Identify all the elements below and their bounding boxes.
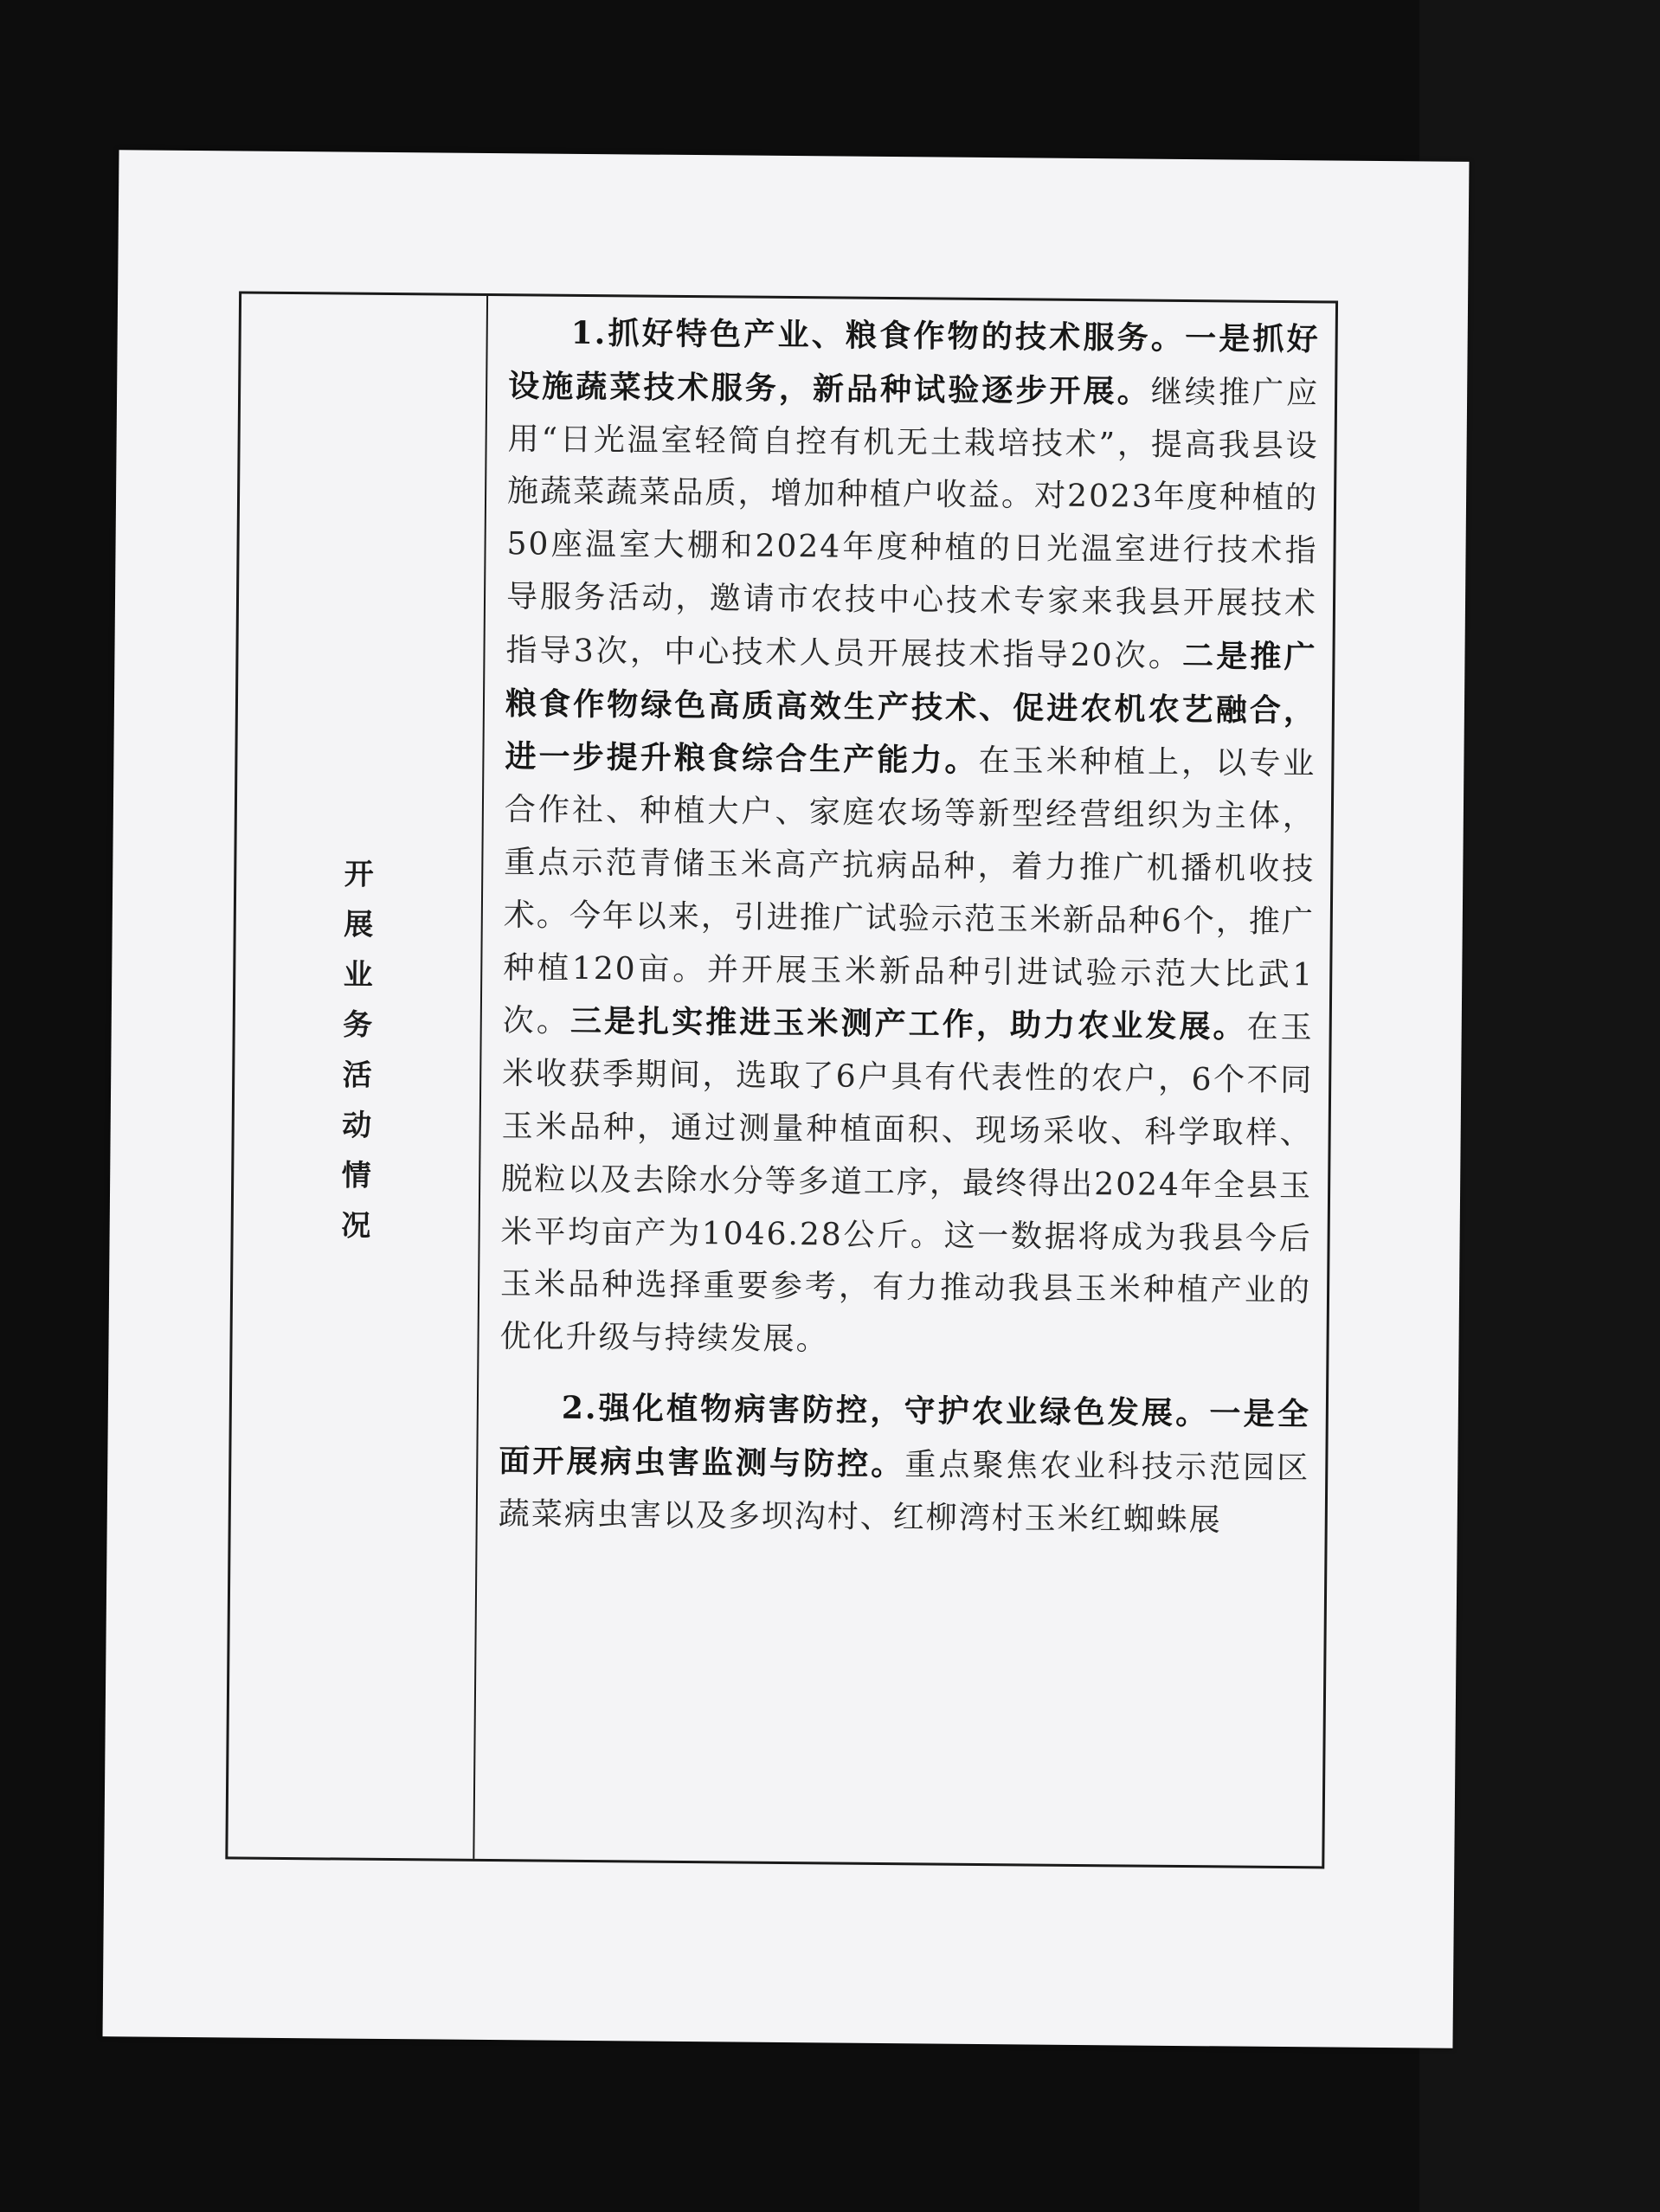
body-segment: 重点聚焦农业科技示范园区蔬菜病虫害以及多坝沟村、红柳湾村玉米红蜘蛛展 [498, 1446, 1310, 1538]
heading-segment: 二是推广粮食作物绿色高质高效生产技术、促进农机农艺融合，进一步提升粮食综合生产能力。 [505, 637, 1317, 780]
row-label-char: 情 [341, 1158, 371, 1193]
row-label-char: 展 [344, 907, 374, 942]
row-label [341, 852, 374, 1250]
body-segment: 继续推广应用“日光温室轻简自控有机无土栽培技术”，提高我县设施蔬菜蔬菜品质，增加种植户收益。对2023年度种植的50座温室大棚和2024年度种植的日光温室进行技术指导服务活动，邀请市农技中心技术专家来我县开展技术指导3次，中心技术人员开展技术指导20次。 [505, 374, 1320, 674]
body-segment: 在玉米种植上，以专业合作社、种植大户、家庭农场等新型经营组织为主体，重点示范青储玉米高产抗病品种，着力推广机播机收技术。今年以来，引进推广试验示范玉米新品种6个，推广种植120亩。并开展玉米新品种引进试验示范大比武1次。 [502, 743, 1316, 1040]
document-page [103, 150, 1470, 2048]
row-label-char: 业 [343, 957, 373, 993]
content-column [474, 296, 1335, 1866]
row-label-char: 动 [342, 1108, 372, 1143]
heading-segment: 三是扎实推进玉米测产工作，助力农业发展。 [569, 1003, 1247, 1046]
row-label-char: 况 [341, 1208, 371, 1244]
row-label-char: 务 [343, 1007, 373, 1043]
paragraph-1 [499, 306, 1320, 1371]
label-column [228, 293, 488, 1858]
form-table [225, 291, 1338, 1868]
body-segment: 在玉米收获季期间，选取了6户具有代表性的农户，6个不同玉米品种，通过测量种植面积、现场采收、科学取样、脱粒以及去除水分等多道工序，最终得出2024年全县玉米平均亩产为1046.28公斤。这一数据将成为我县今后玉米品种选择重要参考，有力推动我县玉米种植产业的优化升级与持续发展。 [499, 1010, 1314, 1358]
paragraph-2 [499, 1381, 1311, 1548]
heading-segment: 1.抓好特色产业、粮食作物的技术服务。一是抓好设施蔬菜技术服务，新品种试验逐步开展。 [507, 314, 1320, 410]
row-label-char: 活 [342, 1058, 372, 1093]
heading-segment: 2.强化植物病害防控，守护农业绿色发展。一是全面开展病虫害监测与防控。 [499, 1389, 1311, 1482]
row-label-char: 开 [344, 857, 374, 892]
